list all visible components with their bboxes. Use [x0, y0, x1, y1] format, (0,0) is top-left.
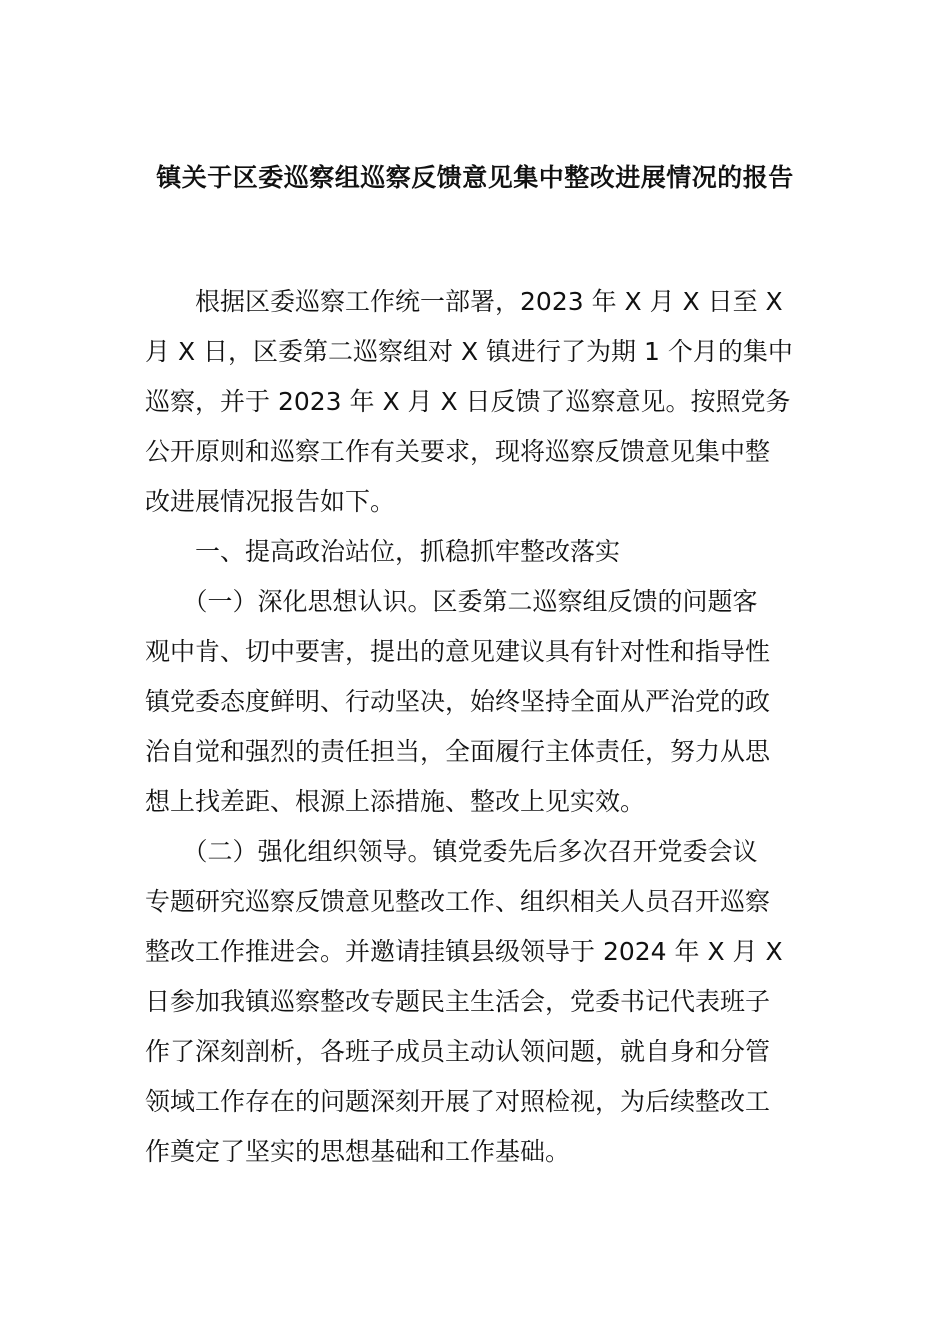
body-line: 公开原则和巡察工作有关要求，现将巡察反馈意见集中整	[145, 437, 771, 466]
body-line: 根据区委巡察工作统一部署，2023 年 X 月 X 日至 X	[145, 287, 783, 316]
body-line: 日参加我镇巡察整改专题民主生活会，党委书记代表班子	[145, 987, 771, 1016]
body-line: 想上找差距、根源上添措施、整改上见实效。	[145, 787, 646, 816]
body-line: 领域工作存在的问题深刻开展了对照检视，为后续整改工	[145, 1087, 771, 1116]
body-line: 作奠定了坚实的思想基础和工作基础。	[145, 1137, 571, 1166]
section-heading: 一、提高政治站位，抓稳抓牢整改落实	[145, 537, 621, 566]
document-title: 镇关于区委巡察组巡察反馈意见集中整改进展情况的报告	[156, 163, 794, 192]
body-line: 改进展情况报告如下。	[145, 487, 396, 516]
body-line: 治自觉和强烈的责任担当，全面履行主体责任，努力从思	[145, 737, 771, 766]
body-line: 月 X 日，区委第二巡察组对 X 镇进行了为期 1 个月的集中	[145, 337, 793, 366]
body-line: 镇党委态度鲜明、行动坚决，始终坚持全面从严治党的政	[145, 687, 771, 716]
body-line: 整改工作推进会。并邀请挂镇县级领导于 2024 年 X 月 X	[145, 937, 783, 966]
body-line: （二）强化组织领导。镇党委先后多次召开党委会议	[145, 837, 758, 866]
body-line: 巡察，并于 2023 年 X 月 X 日反馈了巡察意见。按照党务	[145, 387, 791, 416]
body-line: 专题研究巡察反馈意见整改工作、组织相关人员召开巡察	[145, 887, 771, 916]
body-line: 观中肯、切中要害，提出的意见建议具有针对性和指导性	[145, 637, 771, 666]
body-line: 作了深刻剖析，各班子成员主动认领问题，就自身和分管	[145, 1037, 771, 1066]
body-line: （一）深化思想认识。区委第二巡察组反馈的问题客	[145, 587, 758, 616]
